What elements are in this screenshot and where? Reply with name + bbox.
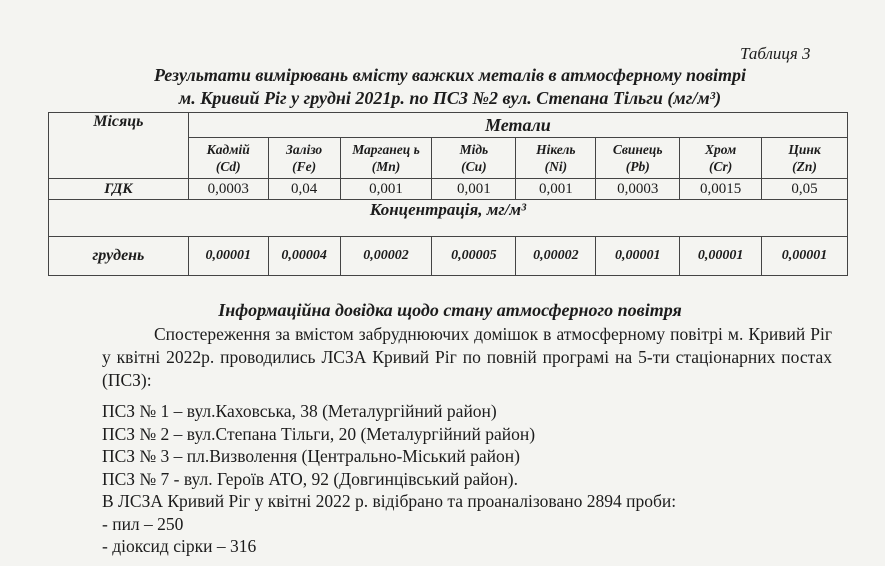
metal-column-header: Нікель (Ni) — [516, 138, 596, 179]
info-title: Інформаційна довідка щодо стану атмосферного повітря — [218, 300, 682, 320]
metal-column-header: Кадмій (Cd) — [188, 138, 268, 179]
month-value: 0,00005 — [432, 237, 516, 276]
gdk-value: 0,0015 — [680, 179, 762, 200]
gdk-value: 0,001 — [432, 179, 516, 200]
text-line: ПСЗ № 1 – вул.Каховська, 38 (Металургійний район) — [102, 401, 497, 421]
gdk-value: 0,0003 — [188, 179, 268, 200]
month-value: 0,00001 — [188, 237, 268, 276]
month-value: 0,00002 — [340, 237, 432, 276]
text-line: В ЛСЗА Кривий Ріг у квітні 2022 р. відібрано та проаналізовано 2894 проби: — [102, 491, 677, 511]
month-value: 0,00001 — [680, 237, 762, 276]
gdk-value: 0,04 — [268, 179, 340, 200]
text-line: ПСЗ № 7 - вул. Героїв АТО, 92 (Довгинцівський район). — [102, 468, 518, 489]
month-header: Місяць — [49, 113, 189, 179]
month-value: 0,00001 — [762, 237, 848, 276]
metal-column-header: Залізо (Fe) — [268, 138, 340, 179]
month-value: 0,00004 — [268, 237, 340, 276]
gdk-label: ГДК — [49, 179, 189, 200]
gdk-value: 0,001 — [516, 179, 596, 200]
metals-header: Метали — [188, 113, 847, 138]
metal-column-header: Мідь (Cu) — [432, 138, 516, 179]
info-lines — [102, 400, 676, 558]
table-number: Таблиця 3 — [740, 44, 811, 63]
gdk-row — [49, 179, 848, 200]
table-title-line1: Результати вимірювань вмісту важких металів в атмосферному повітрі — [153, 65, 747, 85]
month-label: грудень — [49, 237, 189, 276]
metals-table — [48, 112, 848, 276]
concentration-header: Концентрація, мг/м³ — [49, 200, 848, 237]
metal-column-header: Цинк (Zn) — [762, 138, 848, 179]
month-value: 0,00002 — [516, 237, 596, 276]
metal-column-header: Свинець (Pb) — [596, 138, 680, 179]
gdk-value: 0,05 — [762, 179, 848, 200]
text-line: ПСЗ № 2 – вул.Степана Тільги, 20 (Металургійний район) — [102, 423, 536, 444]
paragraph-text: Спостереження за вмістом забруднюючих домішок в атмосферному повітрі м. Кривий Ріг у квітні 2022р. проводились ЛСЗА Кривий Ріг по повній програмі на 5-ти стаціонарних постах (ПСЗ): — [102, 324, 832, 390]
gdk-value: 0,001 — [340, 179, 432, 200]
month-row — [49, 237, 848, 276]
text-line: ПСЗ № 3 – пл.Визволення (Центрально-Міський район) — [102, 446, 520, 466]
metal-column-header: Хром (Cr) — [680, 138, 762, 179]
gdk-value: 0,0003 — [596, 179, 680, 200]
metal-column-header: Марганец ь (Mn) — [340, 138, 432, 179]
text-line: - діоксид сірки – 316 — [102, 536, 257, 556]
info-paragraph — [102, 323, 832, 392]
text-line: - пил – 250 — [102, 513, 184, 534]
table-title-line2: м. Кривий Ріг у грудні 2021р. по ПСЗ №2 вул. Степана Тільги (мг/м³) — [178, 88, 722, 108]
month-value: 0,00001 — [596, 237, 680, 276]
